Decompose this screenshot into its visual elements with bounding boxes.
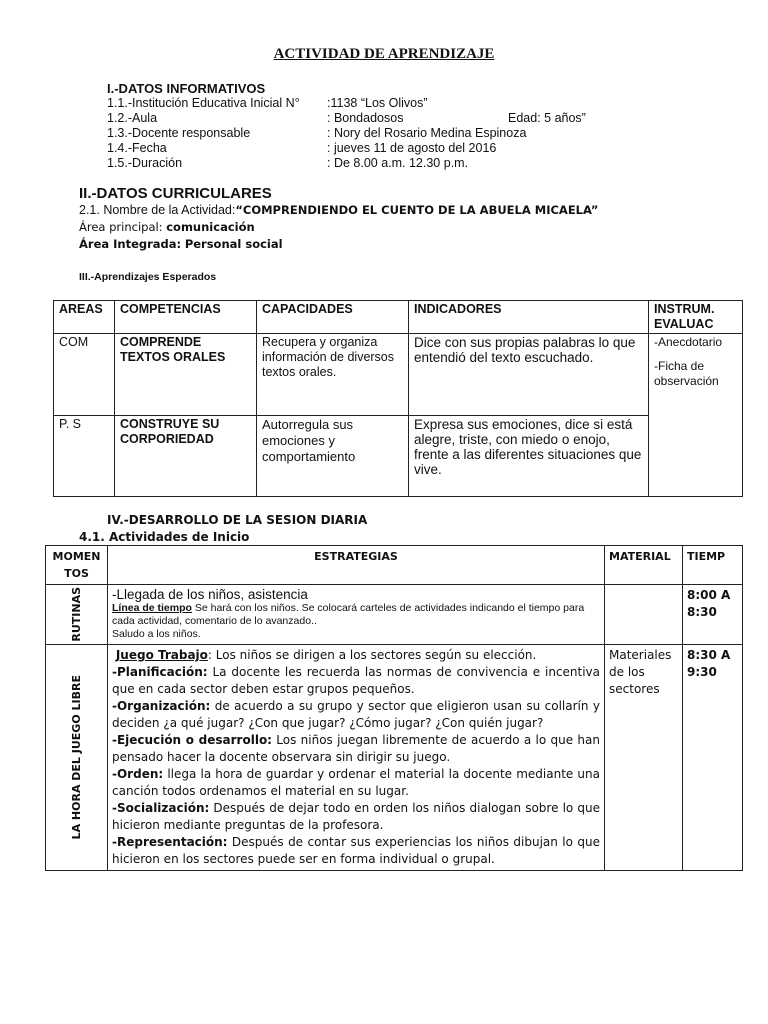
- linea-tiempo-label: Línea de tiempo: [112, 602, 192, 614]
- socializacion-item: [112, 800, 600, 834]
- nombre-actividad-value: “COMPRENDIENDO EL CUENTO DE LA ABUELA MICAELA”: [235, 203, 599, 217]
- juego-trabajo-item: [112, 647, 600, 664]
- header-competencias: COMPETENCIAS: [115, 301, 257, 334]
- juego-libre-tiempo-end: 9:30: [687, 665, 717, 679]
- header-capacidades: CAPACIDADES: [257, 301, 409, 334]
- item-label: Juego Trabajo: [115, 648, 208, 662]
- info-value-aula: : Bondadosos: [327, 111, 404, 125]
- area-cell: COM: [54, 334, 115, 416]
- aprendizajes-header-row: [54, 301, 743, 334]
- info-value-duracion: : De 8.00 a.m. 12.30 p.m.: [327, 156, 469, 170]
- document-title: ACTIVIDAD DE APRENDIZAJE: [273, 46, 495, 62]
- info-label-aula: 1.2.-Aula: [107, 111, 158, 125]
- rutinas-tiempo-end: 8:30: [687, 605, 717, 619]
- info-label-institucion: 1.1.-Institución Educativa Inicial N°: [107, 96, 300, 110]
- actividades-inicio-heading: 4.1. Actividades de Inicio: [79, 530, 250, 544]
- item-text: : Los niños se dirigen a los sectores según su elección.: [207, 648, 537, 662]
- info-value-fecha: : jueves 11 de agosto del 2016: [327, 141, 497, 155]
- capacidad-cell: Recupera y organiza información de diversos textos orales.: [257, 334, 409, 416]
- aprendizajes-heading: III.-Aprendizajes Esperados: [79, 271, 217, 283]
- header-estrategias: ESTRATEGIAS: [108, 546, 605, 585]
- area-integrada: [79, 237, 283, 251]
- header-momentos: MOMENTOS: [46, 546, 108, 585]
- rutinas-saludo: Saludo a los niños.: [112, 628, 201, 640]
- aprendizajes-table: [53, 300, 743, 497]
- desarrollo-header-row: [46, 546, 743, 585]
- item-text: llega la hora de guardar y ordenar el material la docente mediante una canción todos ordenamos el material en su lugar.: [112, 767, 600, 798]
- instrumento-anecdotario: -Anecdotario: [654, 335, 723, 349]
- indicador-cell: Dice con sus propias palabras lo que entendió del texto escuchado.: [409, 334, 649, 416]
- organizacion-item: [112, 698, 600, 732]
- area-cell: P. S: [54, 416, 115, 497]
- rutinas-label: RUTINAS: [70, 586, 83, 642]
- planificacion-item: [112, 664, 600, 698]
- rutinas-llegada: -Llegada de los niños, asistencia: [112, 587, 308, 602]
- header-instrumentos: INSTRUM. EVALUAC: [649, 301, 743, 334]
- desarrollo-heading: IV.-DESARROLLO DE LA SESION DIARIA: [107, 513, 368, 527]
- juego-libre-strategy-cell: [108, 645, 605, 871]
- item-label: -Ejecución o desarrollo:: [112, 733, 272, 747]
- rutinas-material-cell: [605, 585, 683, 645]
- indicador-cell: Expresa sus emociones, dice si está alegre, triste, con miedo o enojo, frente a las diferentes situaciones que vive.: [409, 416, 649, 497]
- rutinas-linea-tiempo: [112, 602, 600, 628]
- item-label: -Representación:: [112, 835, 228, 849]
- header-material: MATERIAL: [605, 546, 683, 585]
- info-label-fecha: 1.4.-Fecha: [107, 141, 167, 155]
- juego-libre-tiempo-start: 8:30 A: [687, 648, 731, 662]
- table-row: [54, 416, 743, 497]
- rutinas-strategy-cell: [108, 585, 605, 645]
- item-text: de acuerdo a su grupo y sector que eligieron usan su collarín y deciden ¿a qué jugar? ¿Con que jugar? ¿Cómo jugar? ¿Con quién jugar?: [112, 699, 600, 730]
- item-label: -Planificación:: [112, 665, 208, 679]
- header-tiempo: TIEMP: [683, 546, 743, 585]
- datos-curriculares-heading: II.-DATOS CURRICULARES: [79, 185, 272, 202]
- rutinas-row: [46, 585, 743, 645]
- representacion-item: [112, 834, 600, 868]
- header-areas: AREAS: [54, 301, 115, 334]
- competencia-cell: COMPRENDE TEXTOS ORALES: [115, 334, 257, 416]
- item-label: -Organización:: [112, 699, 211, 713]
- area-principal: [79, 220, 255, 234]
- juego-libre-material-cell: Materiales de los sectores: [605, 645, 683, 871]
- header-indicadores: INDICADORES: [409, 301, 649, 334]
- instrumento-ficha: -Ficha de observación: [654, 359, 719, 388]
- area-principal-label: Área principal:: [79, 220, 163, 234]
- item-text: Después de contar sus experiencias los niños dibujan lo que hicieron en los sectores puede ser en forma individual o grupal.: [112, 835, 600, 866]
- juego-libre-row: [46, 645, 743, 871]
- rutinas-tiempo-cell: [683, 585, 743, 645]
- item-text: Después de dejar todo en orden los niños dialogan sobre lo que hicieron mediante preguntas de la profesora.: [112, 801, 600, 832]
- capacidad-cell: Autorregula sus emociones y comportamiento: [257, 416, 409, 497]
- competencia-cell: CONSTRUYE SU CORPORIEDAD: [115, 416, 257, 497]
- area-integrada-label: Área Integrada:: [79, 237, 182, 251]
- item-label: -Orden:: [112, 767, 164, 781]
- instrumentos-cell: [649, 334, 743, 497]
- rutinas-label-cell: [46, 585, 108, 645]
- info-label-docente: 1.3.-Docente responsable: [107, 126, 251, 140]
- info-value-docente: : Nory del Rosario Medina Espinoza: [327, 126, 527, 140]
- rutinas-tiempo-start: 8:00 A: [687, 588, 731, 602]
- orden-item: [112, 766, 600, 800]
- nombre-actividad-label: 2.1. Nombre de la Actividad:: [79, 203, 236, 217]
- juego-libre-label-cell: [46, 645, 108, 871]
- item-text: Los niños juegan libremente de acuerdo a lo que han pensado hacer la docente observara sin dirigir su juego.: [112, 733, 600, 764]
- table-row: [54, 334, 743, 416]
- item-label: -Socialización:: [112, 801, 210, 815]
- ejecucion-item: [112, 732, 600, 766]
- info-value-institucion: :1138 “Los Olivos”: [327, 96, 428, 110]
- info-label-duracion: 1.5.-Duración: [107, 156, 183, 170]
- item-text: La docente les recuerda las normas de convivencia e incentiva que en cada sector deben estar grupos pequeños.: [112, 665, 600, 696]
- nombre-actividad: [79, 203, 598, 217]
- desarrollo-table: [45, 545, 743, 871]
- area-integrada-value: Personal social: [184, 237, 283, 251]
- info-value-edad: Edad: 5 años”: [508, 111, 586, 125]
- area-principal-value: comunicación: [166, 220, 255, 234]
- datos-informativos-heading: I.-DATOS INFORMATIVOS: [107, 81, 266, 96]
- juego-libre-tiempo-cell: [683, 645, 743, 871]
- juego-libre-label: LA HORA DEL JUEGO LIBRE: [70, 674, 83, 840]
- linea-tiempo-text: Se hará con los niños. Se colocará carteles de actividades indicando el tiempo para cada actividad, comentario de lo avanzado..: [112, 602, 585, 627]
